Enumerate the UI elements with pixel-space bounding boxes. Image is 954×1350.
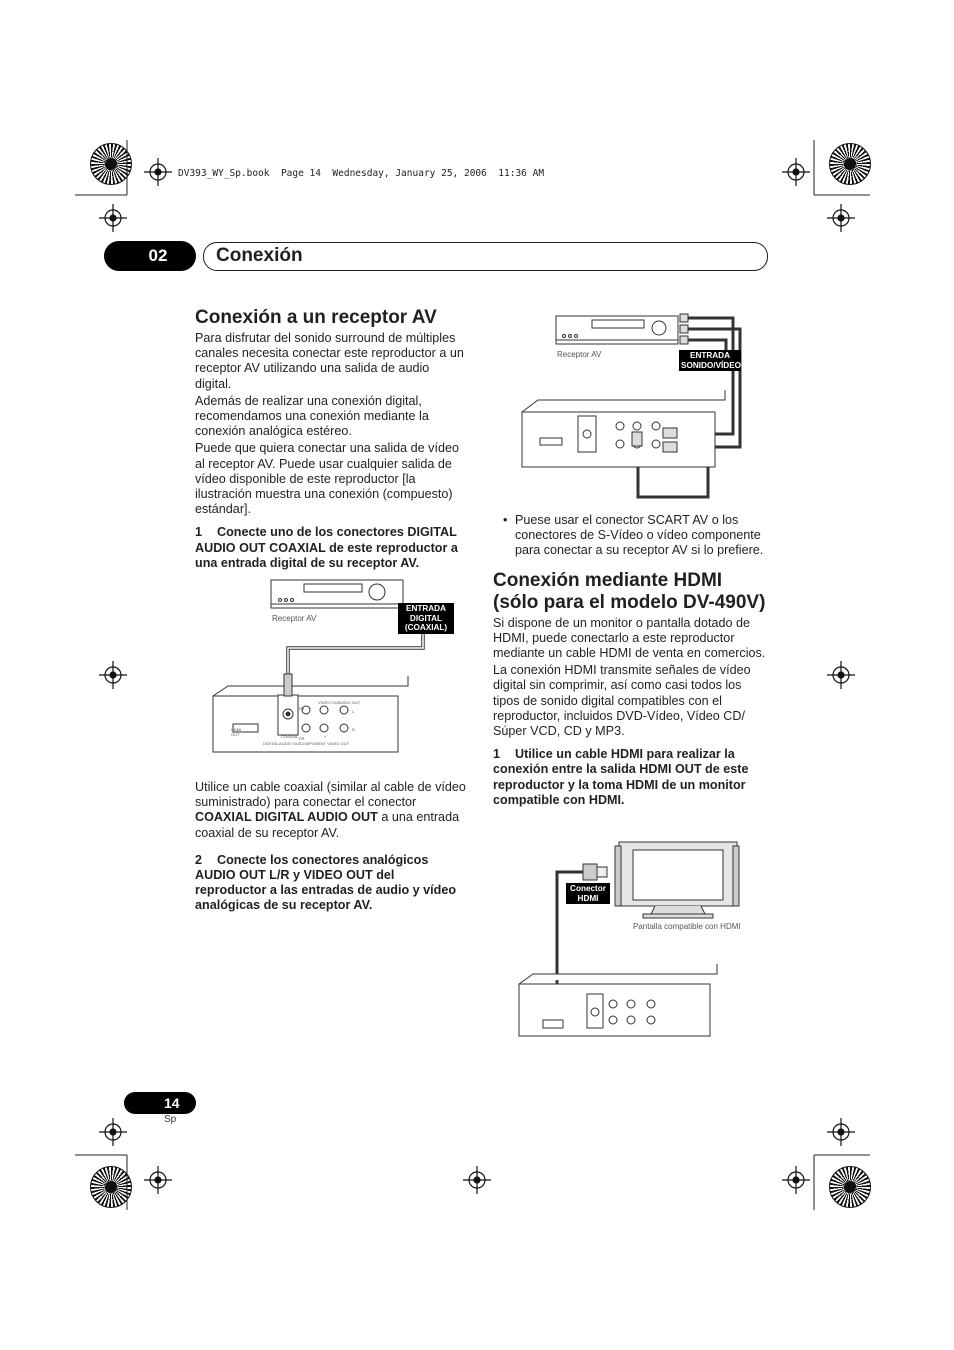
input-label-digital-coaxial bbox=[398, 603, 454, 634]
label-line: ENTRADA bbox=[405, 604, 447, 613]
section-title-av-receiver: Conexión a un receptor AV bbox=[195, 307, 437, 328]
l-label: L bbox=[352, 709, 355, 714]
component-video-out-label: COMPONENT VIDEO OUT bbox=[300, 741, 350, 746]
chapter-title: Conexión bbox=[216, 245, 303, 266]
receiver-caption: Receptor AV bbox=[557, 350, 602, 359]
dvd-player-rear-illustration bbox=[522, 390, 725, 467]
step-number: 1 bbox=[195, 525, 203, 540]
pr-label: PR bbox=[299, 736, 305, 741]
dvd-player-rear-illustration bbox=[519, 964, 717, 1036]
step-number: 1 bbox=[493, 747, 501, 762]
left-column-lower bbox=[195, 780, 469, 914]
step-text: Conecte los conectores analógicos AUDIO OUT L/R y VIDEO OUT del reproductor a las entradas de audio y vídeo analógicas de su receptor AV. bbox=[195, 852, 457, 913]
display-caption: Pantalla compatible con HDMI bbox=[633, 922, 741, 931]
step-1 bbox=[195, 525, 469, 571]
page-number-pill bbox=[124, 1092, 196, 1114]
hdmi-connection-diagram bbox=[515, 838, 740, 1068]
bullet-dot: • bbox=[503, 513, 508, 527]
file-stamp: DV393_WY_Sp.book Page 14 Wednesday, January 25, 2006 11:36 AM bbox=[178, 168, 545, 179]
title-line: Conexión mediante HDMI bbox=[493, 569, 723, 591]
step-2 bbox=[195, 853, 469, 914]
hdmi-connector-label bbox=[566, 883, 610, 904]
coaxial-connection-diagram bbox=[208, 574, 478, 754]
input-label-audio-video bbox=[679, 350, 741, 371]
coax-text-bold: COAXIAL DIGITAL AUDIO OUT bbox=[195, 810, 378, 825]
paragraph: La conexión HDMI transmite señales de vídeo digital sin comprimir, así como casi todos los tipos de sonido digital compatibles con el reproductor, incluidos DVD-Vídeo, Vídeo CD/ Súper VCD, CD y MP3. bbox=[493, 663, 751, 739]
label-line: (COAXIAL) bbox=[404, 623, 448, 632]
av-receiver-illustration bbox=[556, 314, 688, 344]
coax-text-a: Utilice un cable coaxial (similar al cable de vídeo suministrado) para conectar el conector bbox=[195, 780, 466, 810]
paragraph: Para disfrutar del sonido surround de múltiples canales necesita conectar este reproductor a un receptor AV utilizando una salida de audio digital. bbox=[195, 331, 464, 391]
section-title-hdmi bbox=[493, 570, 767, 614]
page-number: 14 bbox=[164, 1095, 180, 1111]
video-out-label: VIDEO OUT bbox=[318, 700, 341, 705]
hdmi-out-label: HDMI OUT bbox=[231, 727, 242, 737]
bullet-item bbox=[493, 513, 767, 559]
coaxial-label: COAXIAL bbox=[281, 734, 299, 739]
step-text: Utilice un cable HDMI para realizar la conexión entre la salida HDMI OUT de este reproductor y la toma HDMI de un monitor compatible con HDMI. bbox=[493, 747, 749, 807]
right-column bbox=[493, 513, 767, 808]
y-label: Y bbox=[324, 734, 327, 739]
label-line: HDMI bbox=[577, 893, 599, 903]
hdmi-display-illustration bbox=[615, 842, 739, 918]
pb-label: PB bbox=[299, 706, 305, 711]
paragraph: Si dispone de un monitor o pantalla dotado de HDMI, puede conectarlo a este reproductor mediante un cable HDMI de venta en comercios. bbox=[493, 615, 766, 661]
analog-connection-diagram bbox=[520, 312, 745, 507]
label-line: Conector bbox=[570, 884, 606, 893]
analog-cables bbox=[638, 318, 740, 497]
hdmi-step-1 bbox=[493, 747, 767, 808]
label-line: SONIDO/VÍDEO bbox=[681, 360, 742, 370]
step-number: 2 bbox=[195, 852, 203, 867]
paragraph: Puede que quiera conectar una salida de vídeo al receptor AV. Puede usar cualquier salida de vídeo disponible de este reproductor [la ilustración muestra una conexión (compuesto) estándar]. bbox=[195, 441, 459, 517]
page-language: Sp bbox=[164, 1114, 177, 1125]
bullet-text: Puese usar el conector SCART AV o los conectores de S-Vídeo o vídeo componente para conectar a su receptor AV si lo prefiere. bbox=[515, 513, 764, 558]
av-receiver-illustration bbox=[271, 580, 403, 608]
paragraph: Además de realizar una conexión digital, recomendamos una conexión mediante la conexión analógica estéreo. bbox=[195, 393, 429, 439]
coaxial-paragraph bbox=[195, 780, 469, 841]
digital-audio-out-label: DIGITAL AUDIO OUT bbox=[263, 741, 302, 746]
coax-text-b: a una entrada coaxial de su receptor AV. bbox=[195, 810, 460, 840]
left-column bbox=[195, 307, 469, 571]
chapter-number: 02 bbox=[148, 246, 168, 265]
title-line: (sólo para el modelo DV-490V) bbox=[493, 591, 766, 613]
chapter-number-pill bbox=[104, 241, 196, 271]
step-text: Conecte uno de los conectores DIGITAL AUDIO OUT COAXIAL de este reproductor a una entrada digital de su receptor AV. bbox=[195, 525, 458, 570]
label-line: DIGITAL bbox=[409, 613, 443, 623]
label-line: ENTRADA bbox=[689, 351, 731, 360]
r-label: R bbox=[352, 727, 355, 732]
audio-out-label: AUDIO OUT bbox=[338, 700, 361, 705]
receiver-caption: Receptor AV bbox=[272, 614, 317, 623]
